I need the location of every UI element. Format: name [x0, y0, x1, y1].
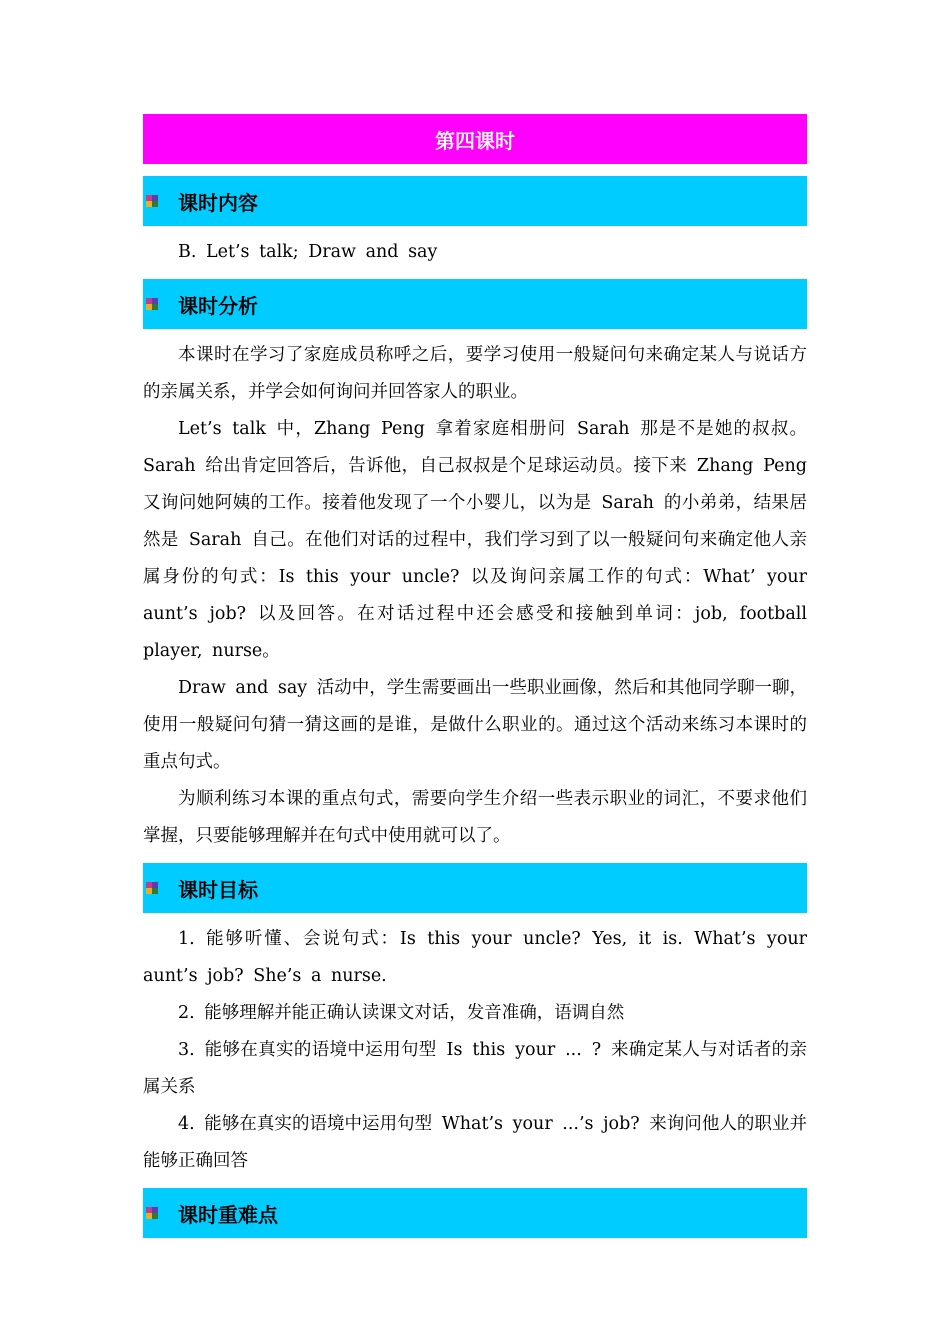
analysis-paragraph: Let’s talk 中，Zhang Peng 拿着家庭相册问 Sarah 那是不是她的叔叔。Sarah 给出肯定回答后，告诉他，自己叔叔是个足球运动员。接下来 Zhang Peng 又询问她阿姨的工作。接着他发现了一个小婴儿，以为是 Sarah 的小弟弟，结果居然是 Sarah 自己。在他们对话的过程中，我们学习到了以一般疑问句来确定他人亲属身份的句式：Is this your uncle? 以及询问亲属工作的句式：What’ your aunt’s job? 以及回答。在对话过程中还会感受和接触到单词：job, football player, nurse。: [143, 419, 807, 661]
bullet-icon: [146, 298, 158, 310]
section-header-difficulties: [143, 1188, 807, 1238]
document-content: [143, 114, 807, 1238]
analysis-paragraph: 为顺利练习本课的重点句式，需要向学生介绍一些表示职业的词汇，不要求他们掌握，只要能够理解并在句式中使用就可以了。: [143, 789, 807, 846]
bullet-icon: [146, 882, 158, 894]
section-title-difficulties: 课时重难点: [178, 1202, 278, 1227]
goal-item: 1. 能够听懂、会说句式：Is this your uncle? Yes, it is. What’s your aunt’s job? She’s a nurse.: [143, 929, 807, 986]
content-text: B. Let’s talk; Draw and say: [178, 242, 438, 262]
goal-item: 4. 能够在真实的语境中运用句型 What’s your ...’s job? 来询问他人的职业并能够正确回答: [143, 1114, 807, 1171]
goal-item: 2. 能够理解并能正确认读课文对话，发音准确，语调自然: [178, 1003, 625, 1023]
section-title-analysis: 课时分析: [178, 293, 258, 318]
goals-list: [143, 921, 807, 1180]
bullet-icon: [146, 1207, 158, 1219]
section-header-analysis: [143, 279, 807, 329]
section-title-content: 课时内容: [178, 190, 258, 215]
bullet-icon: [146, 195, 158, 207]
lesson-title-bar: [143, 114, 807, 164]
section-header-content: [143, 176, 807, 226]
analysis-paragraph: Draw and say 活动中，学生需要画出一些职业画像，然后和其他同学聊一聊，使用一般疑问句猜一猜这画的是谁，是做什么职业的。通过这个活动来练习本课时的重点句式。: [143, 678, 807, 772]
analysis-body: [143, 337, 807, 855]
analysis-paragraph: 本课时在学习了家庭成员称呼之后，要学习使用一般疑问句来确定某人与说话方的亲属关系，并学会如何询问并回答家人的职业。: [143, 345, 807, 402]
section-header-goals: [143, 863, 807, 913]
lesson-title: 第四课时: [435, 128, 515, 153]
goal-item: 3. 能够在真实的语境中运用句型 Is this your ... ? 来确定某人与对话者的亲属关系: [143, 1040, 807, 1097]
section-title-goals: 课时目标: [178, 877, 258, 902]
